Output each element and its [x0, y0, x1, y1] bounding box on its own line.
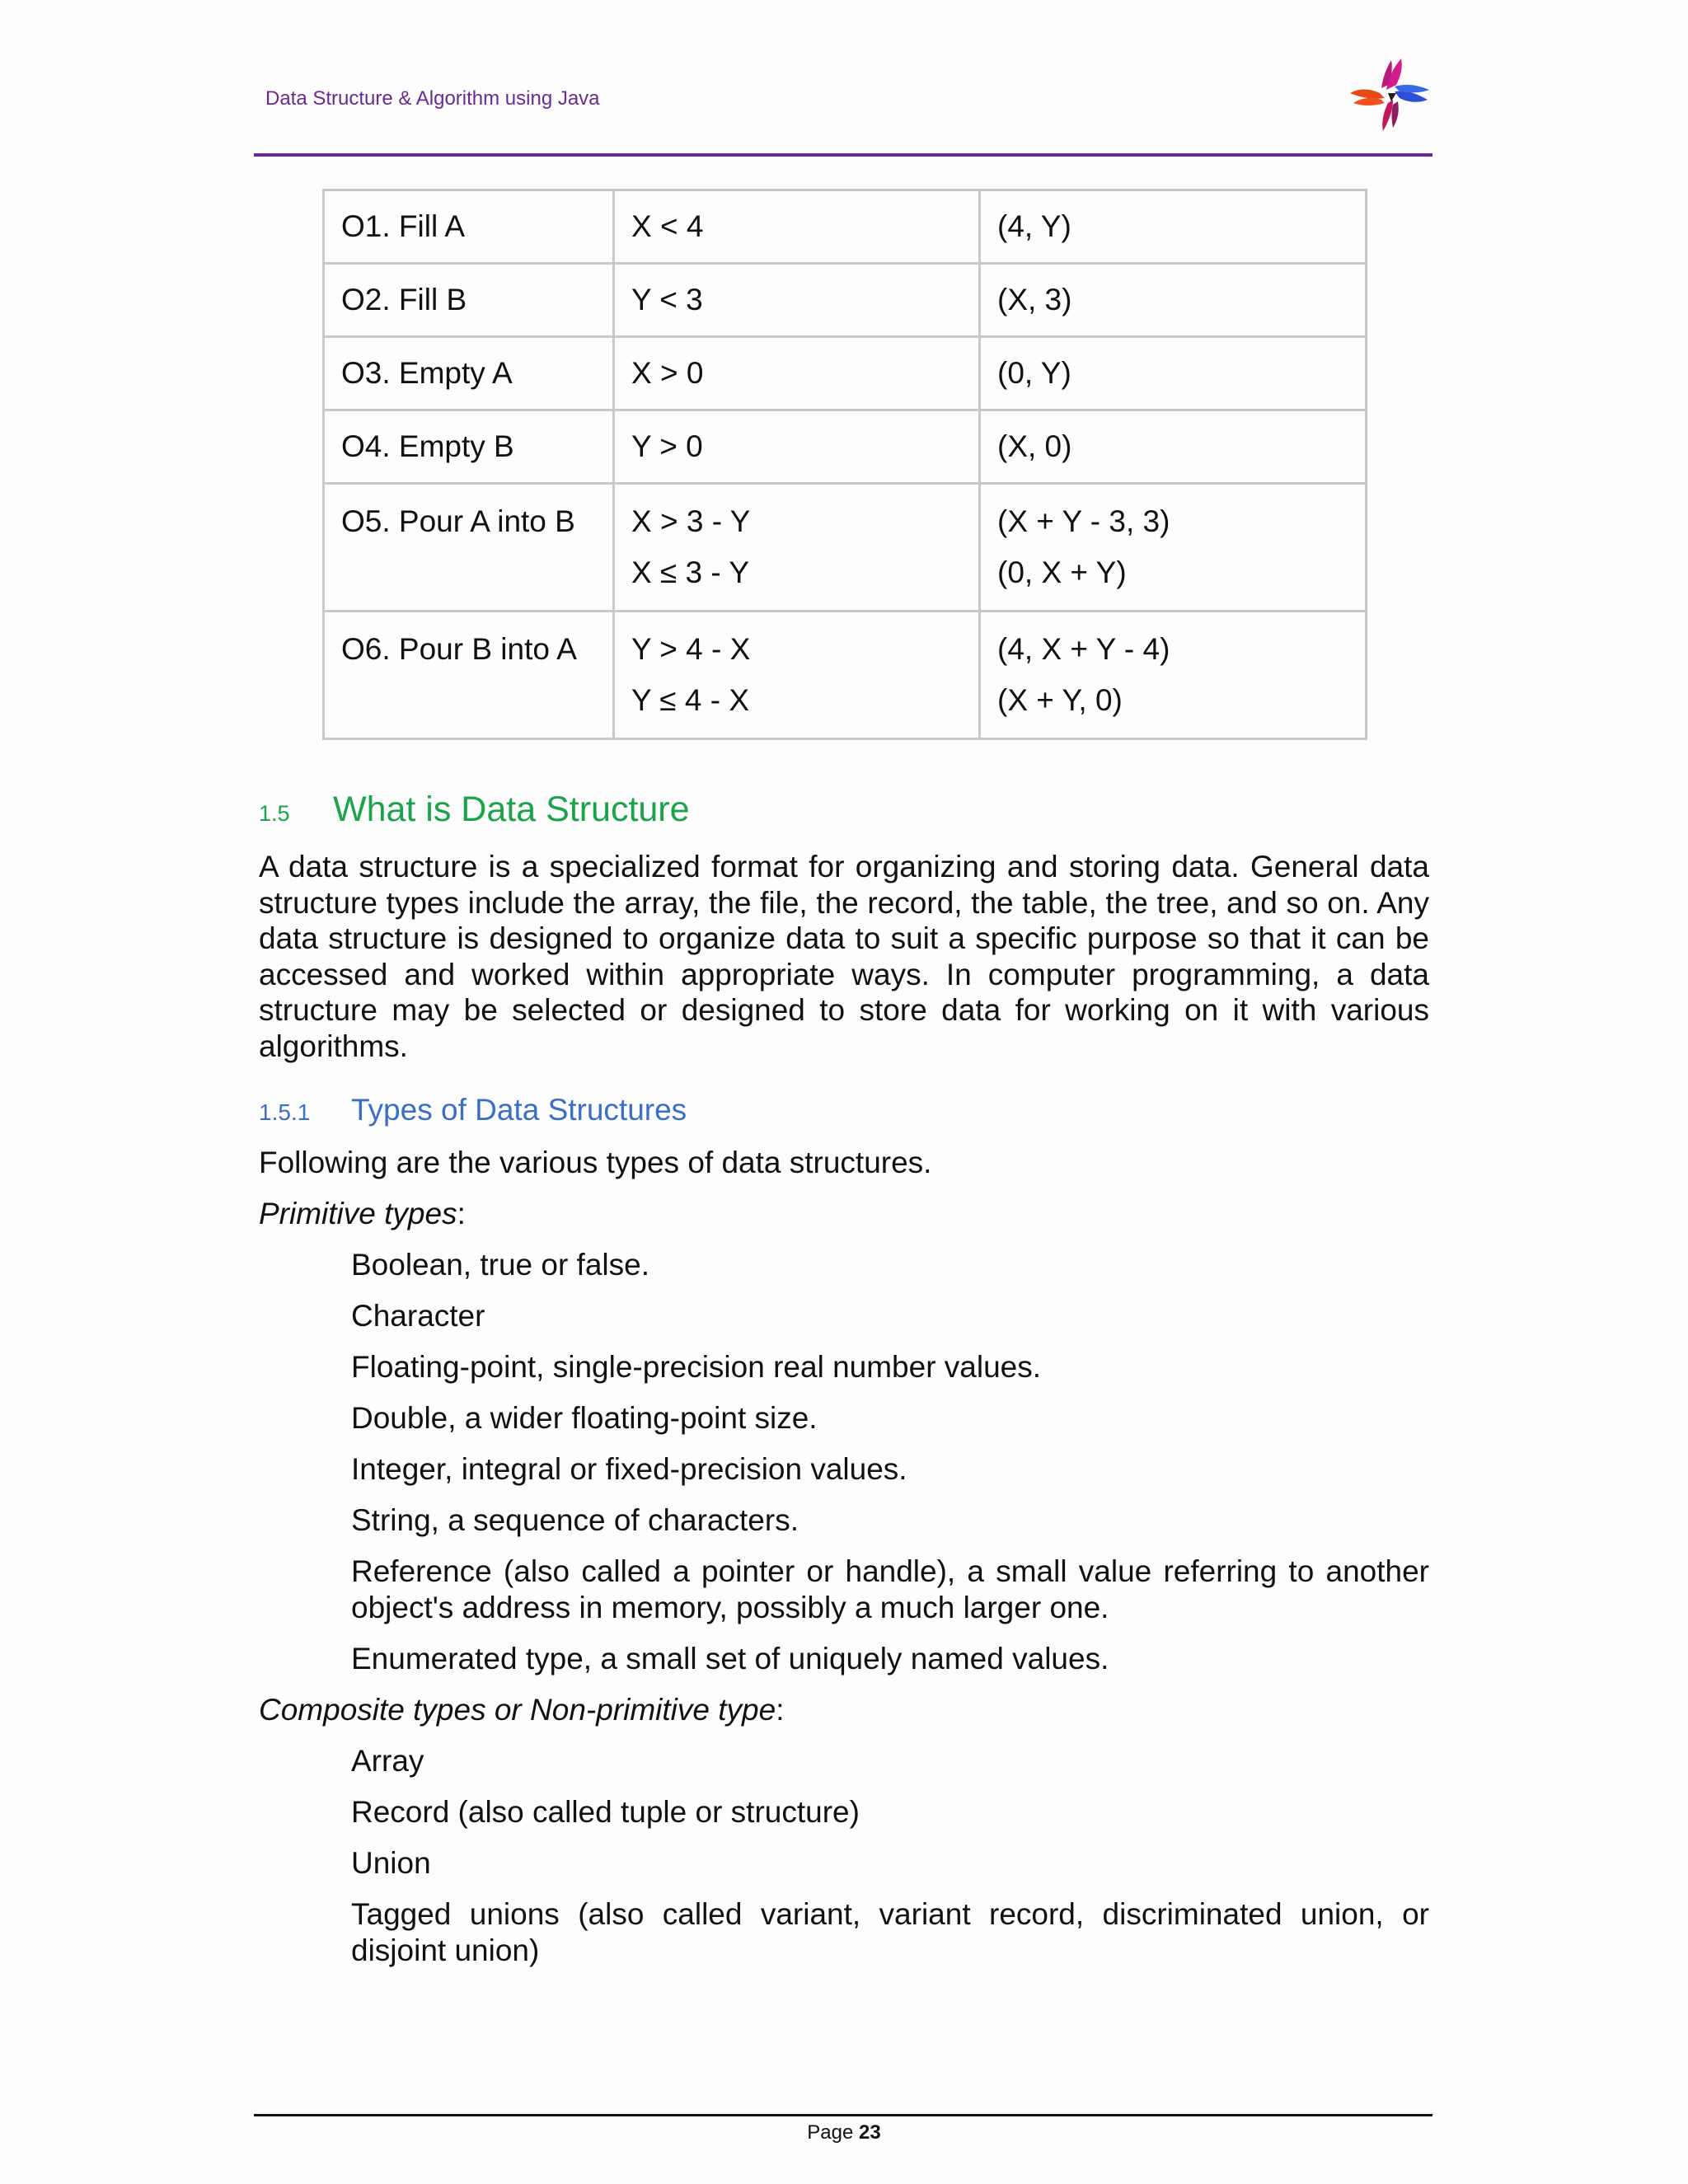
result-cell: (4, Y)	[980, 190, 1367, 264]
list-item: Boolean, true or false.	[351, 1248, 649, 1282]
list-item: Array	[351, 1744, 424, 1778]
result-line: (4, X + Y - 4)	[997, 632, 1170, 666]
result-cell: (0, Y)	[980, 337, 1367, 410]
condition-line: X > 3 - Y	[631, 504, 751, 538]
subsection-title: Types of Data Structures	[351, 1093, 687, 1127]
result-line: (X + Y - 3, 3)	[997, 504, 1170, 538]
header-divider	[254, 153, 1432, 157]
condition-line: X ≤ 3 - Y	[631, 555, 750, 589]
result-cell: (X, 3)	[980, 264, 1367, 337]
result-cell	[980, 484, 1367, 612]
page-number-value: 23	[859, 2121, 881, 2144]
list-item: String, a sequence of characters.	[351, 1503, 799, 1537]
table-row	[324, 264, 1367, 337]
condition-cell: Y > 0	[614, 410, 980, 484]
list-item: Floating-point, single-precision real number values.	[351, 1350, 1042, 1384]
page-label: Page	[807, 2121, 854, 2144]
section-title: What is Data Structure	[333, 790, 690, 829]
subsection-intro: Following are the various types of data structures.	[259, 1146, 932, 1179]
running-header: Data Structure & Algorithm using Java	[265, 87, 600, 110]
condition-cell: X > 0	[614, 337, 980, 410]
footer-divider	[254, 2114, 1432, 2116]
page-number	[0, 2121, 1688, 2144]
result-line: (0, X + Y)	[997, 555, 1127, 589]
table-row	[324, 612, 1367, 739]
section-heading	[259, 790, 690, 830]
subsection-number: 1.5.1	[259, 1099, 311, 1125]
result-cell: (X, 0)	[980, 410, 1367, 484]
table-row	[324, 410, 1367, 484]
condition-cell: Y < 3	[614, 264, 980, 337]
condition-cell	[614, 612, 980, 739]
table-row	[324, 337, 1367, 410]
operation-cell	[324, 484, 614, 612]
list-item: Reference (also called a pointer or handle), a small value referring to another object's address in memory, possibly a much larger one.	[351, 1554, 1429, 1624]
list-item: Double, a wider floating-point size.	[351, 1401, 818, 1435]
publisher-logo-icon	[1343, 51, 1436, 138]
operations-table	[322, 189, 1367, 740]
list-item: Enumerated type, a small set of uniquely named values.	[351, 1642, 1109, 1675]
table-row	[324, 484, 1367, 612]
operation-cell: O3. Empty A	[324, 337, 614, 410]
condition-line: Y ≤ 4 - X	[631, 683, 750, 717]
result-line: (X + Y, 0)	[997, 683, 1123, 717]
list-item: Tagged unions (also called variant, variant record, discriminated union, or disjoint union)	[351, 1897, 1429, 1967]
table-row	[324, 190, 1367, 264]
list-item: Record (also called tuple or structure)	[351, 1795, 860, 1829]
list-item: Integer, integral or fixed-precision values.	[351, 1452, 907, 1486]
composite-types-heading: Composite types or Non-primitive type:	[259, 1693, 785, 1727]
section-number: 1.5	[259, 801, 290, 826]
subsection-heading	[259, 1093, 687, 1127]
list-item: Union	[351, 1846, 431, 1880]
section-paragraph: A data structure is a specialized format for organizing and storing data. General data structure types include the array, the file, the record, the table, the tree, and so on. Any data structure is designed to organize data to suit a specific purpose so that it can be accessed and worked within appropriate ways. In computer programming, a data structure may be selected or designed to store data for working on it with various algorithms.	[259, 850, 1429, 1063]
operation-cell: O4. Empty B	[324, 410, 614, 484]
list-item: Character	[351, 1299, 485, 1333]
result-cell	[980, 612, 1367, 739]
condition-cell	[614, 484, 980, 612]
operation-text: O6. Pour B into A	[341, 632, 577, 666]
operation-cell	[324, 612, 614, 739]
operation-text: O5. Pour A into B	[341, 504, 575, 538]
condition-line: Y > 4 - X	[631, 632, 751, 666]
condition-cell: X < 4	[614, 190, 980, 264]
primitive-types-heading: Primitive types:	[259, 1197, 466, 1230]
operation-cell: O1. Fill A	[324, 190, 614, 264]
operation-cell: O2. Fill B	[324, 264, 614, 337]
